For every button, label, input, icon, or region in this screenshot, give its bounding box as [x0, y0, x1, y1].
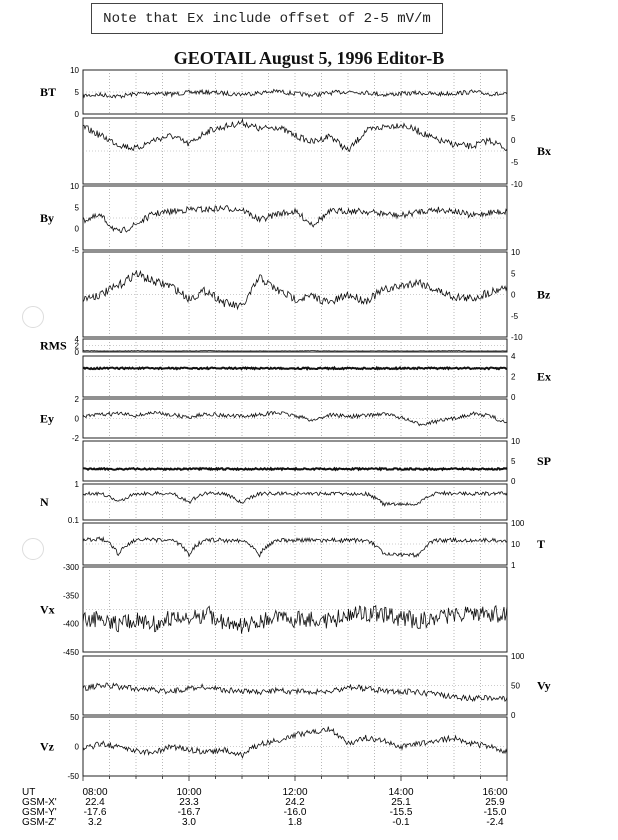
panel-label-vz: Vz	[40, 739, 54, 754]
panel-bz	[83, 252, 507, 337]
orbit-cell: 14:00	[388, 787, 414, 798]
tick-label: 10	[70, 66, 79, 75]
tick-label: 5	[74, 203, 79, 213]
orbit-cell: -15.5	[389, 807, 413, 818]
tick-label: 100	[511, 652, 525, 661]
panel-vx	[83, 567, 507, 652]
tick-label: 50	[70, 713, 79, 722]
series-ex-trace	[83, 368, 507, 370]
tick-label: 1	[74, 480, 79, 489]
panel-vz	[83, 717, 507, 776]
tick-label: 0	[74, 742, 79, 752]
tick-label: 0.1	[67, 516, 79, 525]
tick-label: 100	[511, 519, 525, 528]
tick-label: 2	[74, 341, 79, 351]
panel-label-bz: Bz	[537, 287, 551, 302]
orbit-cell: 16:00	[482, 787, 508, 798]
tick-label: -300	[62, 563, 79, 572]
panel-t	[83, 523, 507, 565]
tick-label: 0	[511, 290, 516, 300]
orbit-cell: -17.6	[83, 807, 107, 818]
orbit-cell: -15.0	[483, 807, 507, 818]
panel-label-n: N	[40, 495, 49, 509]
tick-label: -5	[511, 311, 519, 321]
tick-label: 4	[511, 352, 516, 361]
orbit-cell: 25.9	[485, 797, 505, 808]
panel-label-by: By	[40, 211, 55, 225]
series-n-trace	[83, 492, 507, 506]
panel-sp	[83, 441, 507, 481]
tick-label: 0	[74, 224, 79, 234]
tick-label: -5	[71, 246, 79, 255]
orbit-row-label: GSM-Z'	[22, 817, 57, 828]
panel-label-vx: Vx	[40, 602, 55, 617]
orbit-cell: -2.4	[486, 817, 504, 828]
tick-label: -5	[511, 158, 519, 167]
hole-punch-mark	[22, 538, 44, 560]
offset-note: Note that Ex include offset of 2-5 mV/m	[91, 3, 443, 34]
panel-label-vy: Vy	[537, 678, 551, 693]
tick-label: 10	[511, 437, 520, 446]
orbit-cell: -0.1	[392, 817, 410, 828]
tick-label: 5	[511, 114, 516, 123]
orbit-row-label: GSM-X'	[22, 797, 57, 808]
panel-rms	[83, 339, 507, 352]
panel-label-sp: SP	[537, 454, 552, 468]
panel-bx	[83, 118, 507, 184]
orbit-cell: 22.4	[85, 797, 105, 808]
tick-label: 50	[511, 681, 520, 691]
orbit-cell: 23.3	[179, 797, 199, 808]
orbit-cell: 10:00	[176, 787, 202, 798]
tick-label: 1	[511, 561, 516, 570]
orbit-table	[22, 787, 508, 828]
orbit-cell: -16.7	[177, 807, 201, 818]
orbit-cell: 24.2	[285, 797, 305, 808]
orbit-cell: 1.8	[288, 817, 302, 828]
tick-label: 0	[74, 110, 79, 119]
tick-label: 0	[74, 348, 79, 357]
panel-ey	[83, 399, 507, 438]
tick-label: -10	[511, 333, 523, 342]
orbit-row-label: UT	[22, 787, 36, 798]
chart-title: GEOTAIL August 5, 1996 Editor-B	[173, 48, 445, 68]
orbit-cell: -16.0	[283, 807, 307, 818]
panel-bt	[83, 70, 507, 114]
orbit-cell: 08:00	[82, 787, 108, 798]
tick-label: -450	[62, 648, 79, 657]
tick-label: 4	[74, 335, 79, 344]
tick-label: -50	[67, 772, 79, 781]
tick-label: 0	[511, 393, 516, 402]
panel-label-rms: RMS	[40, 338, 67, 353]
tick-label: 10	[511, 540, 520, 549]
tick-label: 2	[74, 395, 79, 404]
tick-label: 5	[511, 457, 516, 466]
tick-label: 5	[511, 269, 516, 279]
orbit-cell: 25.1	[391, 797, 411, 808]
tick-label: 10	[511, 248, 520, 257]
tick-label: 0	[511, 711, 516, 720]
panel-vy	[83, 656, 507, 715]
tick-label: 0	[511, 477, 516, 486]
panel-label-bx: Bx	[537, 144, 552, 158]
tick-label: -350	[62, 591, 79, 601]
orbit-cell: 3.2	[88, 817, 102, 828]
tick-label: 0	[74, 414, 79, 424]
hole-punch-mark	[22, 306, 44, 328]
panel-label-bt: BT	[40, 85, 57, 99]
tick-label: 5	[74, 88, 79, 97]
tick-label: -2	[71, 434, 79, 443]
orbit-row-label: GSM-Y'	[22, 807, 57, 818]
panel-by	[83, 186, 507, 250]
panel-n	[83, 484, 507, 520]
tick-label: 10	[70, 182, 79, 191]
panel-label-ey: Ey	[40, 411, 55, 426]
series-rms-trace	[83, 351, 507, 352]
tick-label: 0	[511, 136, 516, 145]
tick-label: -400	[62, 619, 79, 629]
series-sp-trace	[83, 468, 507, 470]
tick-label: 2	[511, 372, 516, 382]
tick-label: -10	[511, 180, 523, 189]
orbit-cell: 3.0	[182, 817, 196, 828]
orbit-cell: 12:00	[282, 787, 308, 798]
panel-label-ex: Ex	[537, 369, 552, 384]
series-bt-trace	[83, 89, 507, 98]
panel-ex	[83, 356, 507, 397]
panel-label-t: T	[537, 537, 546, 551]
